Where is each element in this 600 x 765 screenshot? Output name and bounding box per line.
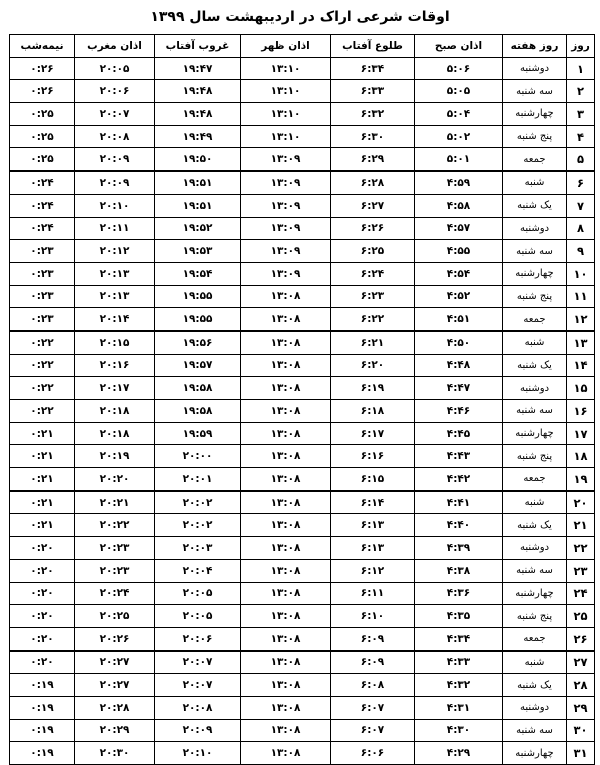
midnight-cell: ۰:۱۹ [10,674,75,697]
fajr-cell: ۴:۳۱ [415,696,503,719]
fajr-cell: ۵:۰۲ [415,125,503,148]
maghrib-cell: ۲۰:۱۵ [75,331,155,354]
maghrib-cell: ۲۰:۱۴ [75,308,155,331]
table-row [10,605,595,628]
sunrise-cell: ۶:۱۰ [331,605,415,628]
day-cell: ۱۲ [567,308,595,331]
sunset-cell: ۲۰:۰۵ [155,605,241,628]
day-cell: ۲ [567,80,595,103]
fajr-cell: ۵:۰۶ [415,57,503,80]
sunrise-cell: ۶:۲۳ [331,285,415,308]
sunset-cell: ۲۰:۰۷ [155,651,241,674]
table-row [10,148,595,171]
maghrib-cell: ۲۰:۱۱ [75,217,155,240]
zuhr-cell: ۱۳:۰۸ [241,696,331,719]
maghrib-cell: ۲۰:۲۳ [75,537,155,560]
day-cell: ۲۱ [567,514,595,537]
sunrise-cell: ۶:۱۵ [331,468,415,491]
sunset-cell: ۲۰:۰۳ [155,537,241,560]
fajr-cell: ۵:۰۴ [415,103,503,126]
fajr-cell: ۴:۳۹ [415,537,503,560]
weekday-cell: دوشنبه [503,377,567,400]
sunrise-cell: ۶:۱۳ [331,514,415,537]
day-cell: ۱۰ [567,262,595,285]
day-cell: ۸ [567,217,595,240]
midnight-cell: ۰:۲۴ [10,217,75,240]
sunrise-cell: ۶:۲۴ [331,262,415,285]
sunrise-cell: ۶:۲۷ [331,194,415,217]
sunrise-cell: ۶:۰۷ [331,696,415,719]
midnight-cell: ۰:۲۱ [10,445,75,468]
fajr-cell: ۴:۵۵ [415,240,503,263]
zuhr-cell: ۱۳:۰۹ [241,262,331,285]
fajr-cell: ۴:۵۱ [415,308,503,331]
fajr-cell: ۴:۳۸ [415,559,503,582]
sunrise-cell: ۶:۱۴ [331,491,415,514]
sunrise-cell: ۶:۰۹ [331,627,415,650]
midnight-cell: ۰:۱۹ [10,696,75,719]
table-row [10,719,595,742]
maghrib-cell: ۲۰:۱۹ [75,445,155,468]
fajr-cell: ۴:۴۵ [415,422,503,445]
sunset-cell: ۱۹:۵۱ [155,194,241,217]
weekday-cell: یک شنبه [503,514,567,537]
table-row [10,742,595,765]
maghrib-cell: ۲۰:۲۴ [75,582,155,605]
weekday-cell: پنج شنبه [503,285,567,308]
zuhr-cell: ۱۳:۰۹ [241,217,331,240]
sunrise-cell: ۶:۲۸ [331,171,415,194]
table-row [10,103,595,126]
day-cell: ۲۶ [567,627,595,650]
table-row [10,331,595,354]
midnight-cell: ۰:۲۱ [10,491,75,514]
table-row [10,400,595,423]
zuhr-cell: ۱۳:۰۹ [241,171,331,194]
fajr-cell: ۴:۴۰ [415,514,503,537]
zuhr-cell: ۱۳:۱۰ [241,57,331,80]
table-row [10,354,595,377]
zuhr-cell: ۱۳:۰۹ [241,194,331,217]
maghrib-cell: ۲۰:۱۰ [75,194,155,217]
maghrib-cell: ۲۰:۱۸ [75,422,155,445]
weekday-cell: پنج شنبه [503,445,567,468]
sunrise-cell: ۶:۰۸ [331,674,415,697]
midnight-cell: ۰:۲۲ [10,377,75,400]
sunset-cell: ۱۹:۵۸ [155,400,241,423]
maghrib-cell: ۲۰:۱۳ [75,285,155,308]
table-row [10,491,595,514]
weekday-cell: شنبه [503,491,567,514]
sunrise-cell: ۶:۱۳ [331,537,415,560]
weekday-cell: دوشنبه [503,696,567,719]
sunrise-cell: ۶:۲۶ [331,217,415,240]
day-cell: ۱۶ [567,400,595,423]
sunset-cell: ۱۹:۵۰ [155,148,241,171]
zuhr-cell: ۱۳:۱۰ [241,103,331,126]
table-row [10,559,595,582]
zuhr-cell: ۱۳:۱۰ [241,125,331,148]
midnight-cell: ۰:۲۴ [10,194,75,217]
sunrise-cell: ۶:۱۹ [331,377,415,400]
weekday-cell: جمعه [503,148,567,171]
maghrib-cell: ۲۰:۰۹ [75,148,155,171]
weekday-cell: چهارشنبه [503,422,567,445]
midnight-cell: ۰:۲۳ [10,262,75,285]
table-row [10,627,595,650]
weekday-cell: پنج شنبه [503,125,567,148]
sunrise-cell: ۶:۱۷ [331,422,415,445]
weekday-cell: شنبه [503,171,567,194]
day-cell: ۹ [567,240,595,263]
weekday-cell: دوشنبه [503,217,567,240]
header-weekday: روز هفته [503,35,567,58]
midnight-cell: ۰:۲۰ [10,627,75,650]
zuhr-cell: ۱۳:۰۸ [241,422,331,445]
zuhr-cell: ۱۳:۰۸ [241,537,331,560]
fajr-cell: ۴:۳۶ [415,582,503,605]
midnight-cell: ۰:۲۲ [10,354,75,377]
maghrib-cell: ۲۰:۲۳ [75,559,155,582]
table-row [10,308,595,331]
fajr-cell: ۵:۰۱ [415,148,503,171]
zuhr-cell: ۱۳:۰۸ [241,491,331,514]
midnight-cell: ۰:۲۱ [10,468,75,491]
table-row [10,674,595,697]
table-row [10,285,595,308]
sunset-cell: ۱۹:۵۷ [155,354,241,377]
day-cell: ۴ [567,125,595,148]
zuhr-cell: ۱۳:۰۸ [241,354,331,377]
sunset-cell: ۲۰:۰۸ [155,696,241,719]
midnight-cell: ۰:۲۰ [10,559,75,582]
table-row [10,651,595,674]
midnight-cell: ۰:۲۰ [10,651,75,674]
maghrib-cell: ۲۰:۱۸ [75,400,155,423]
zuhr-cell: ۱۳:۰۸ [241,445,331,468]
weekday-cell: سه شنبه [503,559,567,582]
sunrise-cell: ۶:۰۶ [331,742,415,765]
sunset-cell: ۲۰:۰۷ [155,674,241,697]
day-cell: ۳ [567,103,595,126]
maghrib-cell: ۲۰:۰۹ [75,171,155,194]
sunset-cell: ۱۹:۵۵ [155,308,241,331]
sunrise-cell: ۶:۲۰ [331,354,415,377]
midnight-cell: ۰:۲۶ [10,80,75,103]
sunrise-cell: ۶:۳۰ [331,125,415,148]
zuhr-cell: ۱۳:۰۸ [241,582,331,605]
sunset-cell: ۲۰:۰۶ [155,627,241,650]
maghrib-cell: ۲۰:۲۷ [75,651,155,674]
day-cell: ۱ [567,57,595,80]
midnight-cell: ۰:۲۴ [10,171,75,194]
zuhr-cell: ۱۳:۰۹ [241,240,331,263]
weekday-cell: یک شنبه [503,674,567,697]
maghrib-cell: ۲۰:۲۱ [75,491,155,514]
day-cell: ۱۳ [567,331,595,354]
fajr-cell: ۴:۵۰ [415,331,503,354]
day-cell: ۲۰ [567,491,595,514]
sunset-cell: ۱۹:۵۶ [155,331,241,354]
sunset-cell: ۲۰:۰۲ [155,514,241,537]
day-cell: ۱۸ [567,445,595,468]
day-cell: ۲۳ [567,559,595,582]
maghrib-cell: ۲۰:۲۰ [75,468,155,491]
day-cell: ۱۵ [567,377,595,400]
maghrib-cell: ۲۰:۰۵ [75,57,155,80]
fajr-cell: ۴:۳۳ [415,651,503,674]
table-row [10,240,595,263]
sunrise-cell: ۶:۲۲ [331,308,415,331]
fajr-cell: ۴:۵۲ [415,285,503,308]
weekday-cell: چهارشنبه [503,262,567,285]
zuhr-cell: ۱۳:۰۸ [241,400,331,423]
zuhr-cell: ۱۳:۰۸ [241,285,331,308]
fajr-cell: ۴:۵۴ [415,262,503,285]
sunrise-cell: ۶:۰۷ [331,719,415,742]
sunset-cell: ۱۹:۵۹ [155,422,241,445]
header-day: روز [567,35,595,58]
midnight-cell: ۰:۲۱ [10,514,75,537]
maghrib-cell: ۲۰:۰۶ [75,80,155,103]
prayer-times-table [9,34,595,765]
header-fajr: اذان صبح [415,35,503,58]
sunrise-cell: ۶:۲۱ [331,331,415,354]
header-sunrise: طلوع آفتاب [331,35,415,58]
table-row [10,514,595,537]
sunset-cell: ۲۰:۰۲ [155,491,241,514]
fajr-cell: ۴:۵۹ [415,171,503,194]
sunrise-cell: ۶:۲۹ [331,148,415,171]
fajr-cell: ۴:۲۹ [415,742,503,765]
table-row [10,194,595,217]
maghrib-cell: ۲۰:۲۹ [75,719,155,742]
midnight-cell: ۰:۲۵ [10,103,75,126]
sunrise-cell: ۶:۰۹ [331,651,415,674]
weekday-cell: شنبه [503,331,567,354]
weekday-cell: شنبه [503,651,567,674]
midnight-cell: ۰:۱۹ [10,719,75,742]
weekday-cell: جمعه [503,308,567,331]
sunrise-cell: ۶:۱۸ [331,400,415,423]
zuhr-cell: ۱۳:۰۸ [241,331,331,354]
sunset-cell: ۱۹:۵۱ [155,171,241,194]
midnight-cell: ۰:۲۱ [10,422,75,445]
midnight-cell: ۰:۲۳ [10,240,75,263]
fajr-cell: ۵:۰۵ [415,80,503,103]
fajr-cell: ۴:۳۲ [415,674,503,697]
table-row [10,217,595,240]
midnight-cell: ۰:۲۳ [10,308,75,331]
sunset-cell: ۲۰:۰۰ [155,445,241,468]
sunset-cell: ۲۰:۰۱ [155,468,241,491]
fajr-cell: ۴:۴۱ [415,491,503,514]
table-row [10,57,595,80]
day-cell: ۳۰ [567,719,595,742]
maghrib-cell: ۲۰:۱۷ [75,377,155,400]
midnight-cell: ۰:۲۵ [10,125,75,148]
table-header-row [10,35,595,58]
midnight-cell: ۰:۲۲ [10,331,75,354]
weekday-cell: جمعه [503,468,567,491]
table-row [10,537,595,560]
maghrib-cell: ۲۰:۱۲ [75,240,155,263]
day-cell: ۱۹ [567,468,595,491]
sunrise-cell: ۶:۱۶ [331,445,415,468]
day-cell: ۲۲ [567,537,595,560]
sunrise-cell: ۶:۳۴ [331,57,415,80]
weekday-cell: جمعه [503,627,567,650]
table-row [10,377,595,400]
day-cell: ۲۸ [567,674,595,697]
header-sunset: غروب آفتاب [155,35,241,58]
sunrise-cell: ۶:۳۲ [331,103,415,126]
sunrise-cell: ۶:۱۱ [331,582,415,605]
sunset-cell: ۲۰:۰۵ [155,582,241,605]
day-cell: ۱۷ [567,422,595,445]
sunrise-cell: ۶:۲۵ [331,240,415,263]
fajr-cell: ۴:۴۸ [415,354,503,377]
maghrib-cell: ۲۰:۲۷ [75,674,155,697]
fajr-cell: ۴:۳۰ [415,719,503,742]
weekday-cell: چهارشنبه [503,103,567,126]
weekday-cell: پنج شنبه [503,605,567,628]
header-zuhr: اذان ظهر [241,35,331,58]
fajr-cell: ۴:۵۷ [415,217,503,240]
zuhr-cell: ۱۳:۰۸ [241,674,331,697]
sunset-cell: ۱۹:۴۷ [155,57,241,80]
sunset-cell: ۲۰:۱۰ [155,742,241,765]
day-cell: ۷ [567,194,595,217]
maghrib-cell: ۲۰:۲۶ [75,627,155,650]
header-midnight: نیمه‌شب [10,35,75,58]
table-row [10,422,595,445]
weekday-cell: چهارشنبه [503,582,567,605]
maghrib-cell: ۲۰:۰۸ [75,125,155,148]
weekday-cell: سه شنبه [503,240,567,263]
table-row [10,468,595,491]
midnight-cell: ۰:۲۰ [10,537,75,560]
table-row [10,445,595,468]
weekday-cell: سه شنبه [503,80,567,103]
fajr-cell: ۴:۵۸ [415,194,503,217]
weekday-cell: دوشنبه [503,57,567,80]
sunset-cell: ۲۰:۰۴ [155,559,241,582]
day-cell: ۳۱ [567,742,595,765]
zuhr-cell: ۱۳:۰۸ [241,627,331,650]
midnight-cell: ۰:۲۳ [10,285,75,308]
day-cell: ۲۷ [567,651,595,674]
maghrib-cell: ۲۰:۱۳ [75,262,155,285]
sunset-cell: ۱۹:۵۵ [155,285,241,308]
fajr-cell: ۴:۴۳ [415,445,503,468]
table-row [10,171,595,194]
sunset-cell: ۱۹:۵۴ [155,262,241,285]
zuhr-cell: ۱۳:۰۸ [241,514,331,537]
midnight-cell: ۰:۲۰ [10,605,75,628]
zuhr-cell: ۱۳:۰۹ [241,148,331,171]
weekday-cell: سه شنبه [503,719,567,742]
header-maghrib: اذان مغرب [75,35,155,58]
midnight-cell: ۰:۱۹ [10,742,75,765]
zuhr-cell: ۱۳:۰۸ [241,308,331,331]
fajr-cell: ۴:۴۶ [415,400,503,423]
sunset-cell: ۱۹:۵۳ [155,240,241,263]
table-row [10,696,595,719]
zuhr-cell: ۱۳:۰۸ [241,651,331,674]
table-row [10,80,595,103]
zuhr-cell: ۱۳:۰۸ [241,377,331,400]
table-row [10,582,595,605]
day-cell: ۲۹ [567,696,595,719]
midnight-cell: ۰:۲۲ [10,400,75,423]
zuhr-cell: ۱۳:۰۸ [241,468,331,491]
day-cell: ۱۴ [567,354,595,377]
zuhr-cell: ۱۳:۱۰ [241,80,331,103]
zuhr-cell: ۱۳:۰۸ [241,719,331,742]
sunset-cell: ۱۹:۵۲ [155,217,241,240]
weekday-cell: چهارشنبه [503,742,567,765]
weekday-cell: سه شنبه [503,400,567,423]
table-row [10,125,595,148]
midnight-cell: ۰:۲۶ [10,57,75,80]
day-cell: ۲۴ [567,582,595,605]
fajr-cell: ۴:۳۵ [415,605,503,628]
sunset-cell: ۱۹:۴۹ [155,125,241,148]
day-cell: ۱۱ [567,285,595,308]
maghrib-cell: ۲۰:۲۲ [75,514,155,537]
fajr-cell: ۴:۴۷ [415,377,503,400]
fajr-cell: ۴:۳۴ [415,627,503,650]
midnight-cell: ۰:۲۰ [10,582,75,605]
sunrise-cell: ۶:۱۲ [331,559,415,582]
sunrise-cell: ۶:۳۳ [331,80,415,103]
sunset-cell: ۱۹:۴۸ [155,103,241,126]
maghrib-cell: ۲۰:۳۰ [75,742,155,765]
day-cell: ۵ [567,148,595,171]
maghrib-cell: ۲۰:۲۸ [75,696,155,719]
fajr-cell: ۴:۴۲ [415,468,503,491]
zuhr-cell: ۱۳:۰۸ [241,742,331,765]
zuhr-cell: ۱۳:۰۸ [241,605,331,628]
maghrib-cell: ۲۰:۰۷ [75,103,155,126]
table-row [10,262,595,285]
sunset-cell: ۲۰:۰۹ [155,719,241,742]
weekday-cell: یک شنبه [503,194,567,217]
maghrib-cell: ۲۰:۲۵ [75,605,155,628]
maghrib-cell: ۲۰:۱۶ [75,354,155,377]
day-cell: ۶ [567,171,595,194]
weekday-cell: دوشنبه [503,537,567,560]
day-cell: ۲۵ [567,605,595,628]
midnight-cell: ۰:۲۵ [10,148,75,171]
weekday-cell: یک شنبه [503,354,567,377]
page-title: اوقات شرعی اراک در اردیبهشت سال ۱۳۹۹ [150,9,450,25]
sunset-cell: ۱۹:۵۸ [155,377,241,400]
sunset-cell: ۱۹:۴۸ [155,80,241,103]
zuhr-cell: ۱۳:۰۸ [241,559,331,582]
